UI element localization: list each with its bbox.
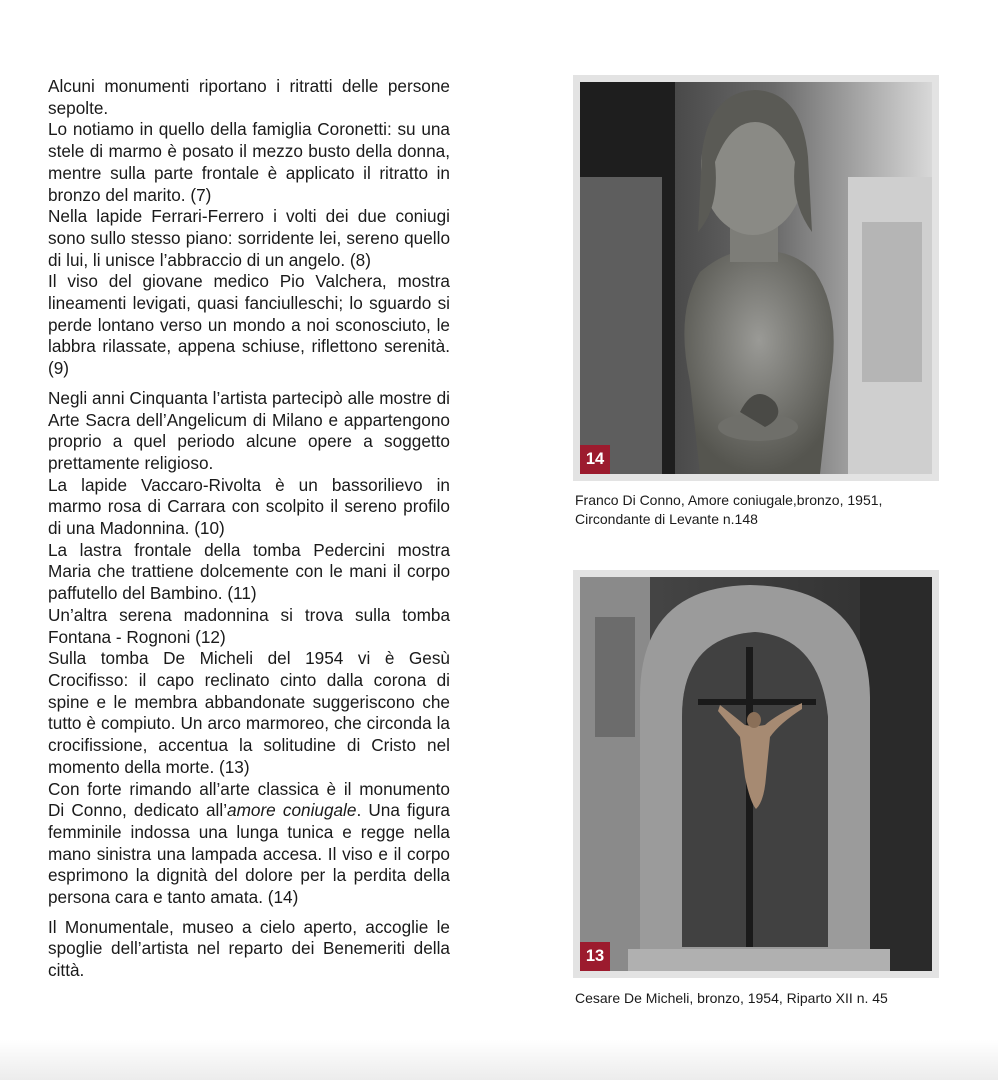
figure-14-caption: [575, 491, 882, 528]
caption-line: Franco Di Conno, Amore coniugale,bronzo, 1951,: [575, 492, 883, 508]
caption-line: Circondante di Levante n.148: [575, 510, 758, 527]
paragraph: La lapide Vaccaro-Rivolta è un bassorilievo in marmo rosa di Carrara con scolpito il sereno profilo di una Madonnina. (10): [48, 474, 450, 539]
paragraph: Un’altra serena madonnina si trova sulla tomba Fontana - Rognoni (12): [48, 604, 450, 647]
text-run: Con forte rimando all’arte classica è il monumento Di Conno, dedicato all’: [48, 778, 450, 821]
figure-number-badge: 14: [580, 445, 610, 474]
page-bottom-shadow: [0, 1040, 998, 1080]
paragraph: Sulla tomba De Micheli del 1954 vi è Gesù Crocifisso: il capo reclinato cinto dalla corona di spine e le membra abbandonate suggeriscono che tutto è compiuto. Un arco marmoreo, che circonda la crocifissione, accentua la solitudine di Cristo nel momento della morte. (13): [48, 648, 450, 777]
paragraph: Il Monumentale, museo a cielo aperto, accoglie le spoglie dell’artista nel reparto dei Benemeriti della città.: [48, 916, 450, 981]
statue-photo: [580, 82, 932, 474]
figure-13: [573, 570, 939, 978]
paragraph: La lastra frontale della tomba Pedercini mostra Maria che trattiene dolcemente con le mani il corpo paffutello del Bambino. (11): [48, 539, 450, 604]
figure-number-badge: 13: [580, 942, 610, 971]
paragraph-di-conno: [48, 779, 450, 909]
crucifix-photo: [580, 577, 932, 971]
paragraph: Nella lapide Ferrari-Ferrero i volti dei due coniugi sono sullo stesso piano: sorridente lei, sereno quello di lui, li unisce l’abbraccio di un angelo. (8): [48, 206, 450, 270]
paragraph: Lo notiamo in quello della famiglia Coronetti: su una stele di marmo è posato il mezzo busto della donna, mentre sulla parte frontale è applicato il ritratto in bronzo del marito. (7): [48, 119, 450, 205]
crucifix-photo-drawing: [580, 577, 932, 971]
text-run: . Una figura femminile indossa una lunga tunica e regge nella mano sinistra una lampada accesa. Il viso e il corpo esprimono la dignità del dolore per la perdita della persona cara e tanto amata. (14): [48, 800, 450, 908]
body-text-column: [48, 76, 450, 982]
italic-text: amore coniugale: [227, 800, 357, 821]
figure-14: [573, 75, 939, 481]
paragraph: Alcuni monumenti riportano i ritratti delle persone sepolte.: [48, 76, 450, 118]
paragraph: Il viso del giovane medico Pio Valchera, mostra lineamenti levigati, quasi fanciulleschi; lo sguardo si perde lontano verso un mondo a noi sconosciuto, le labbra rilassate, appena schiuse, riflettono serenità. (9): [48, 271, 450, 379]
paragraph: Negli anni Cinquanta l’artista partecipò alle mostre di Arte Sacra dell’Angelicum di Milano e appartengono proprio a quel periodo alcune opere a soggetto prettamente religioso.: [48, 387, 450, 473]
statue-photo-drawing: [580, 82, 932, 474]
figure-13-caption: Cesare De Micheli, bronzo, 1954, Riparto XII n. 45: [575, 990, 888, 1006]
